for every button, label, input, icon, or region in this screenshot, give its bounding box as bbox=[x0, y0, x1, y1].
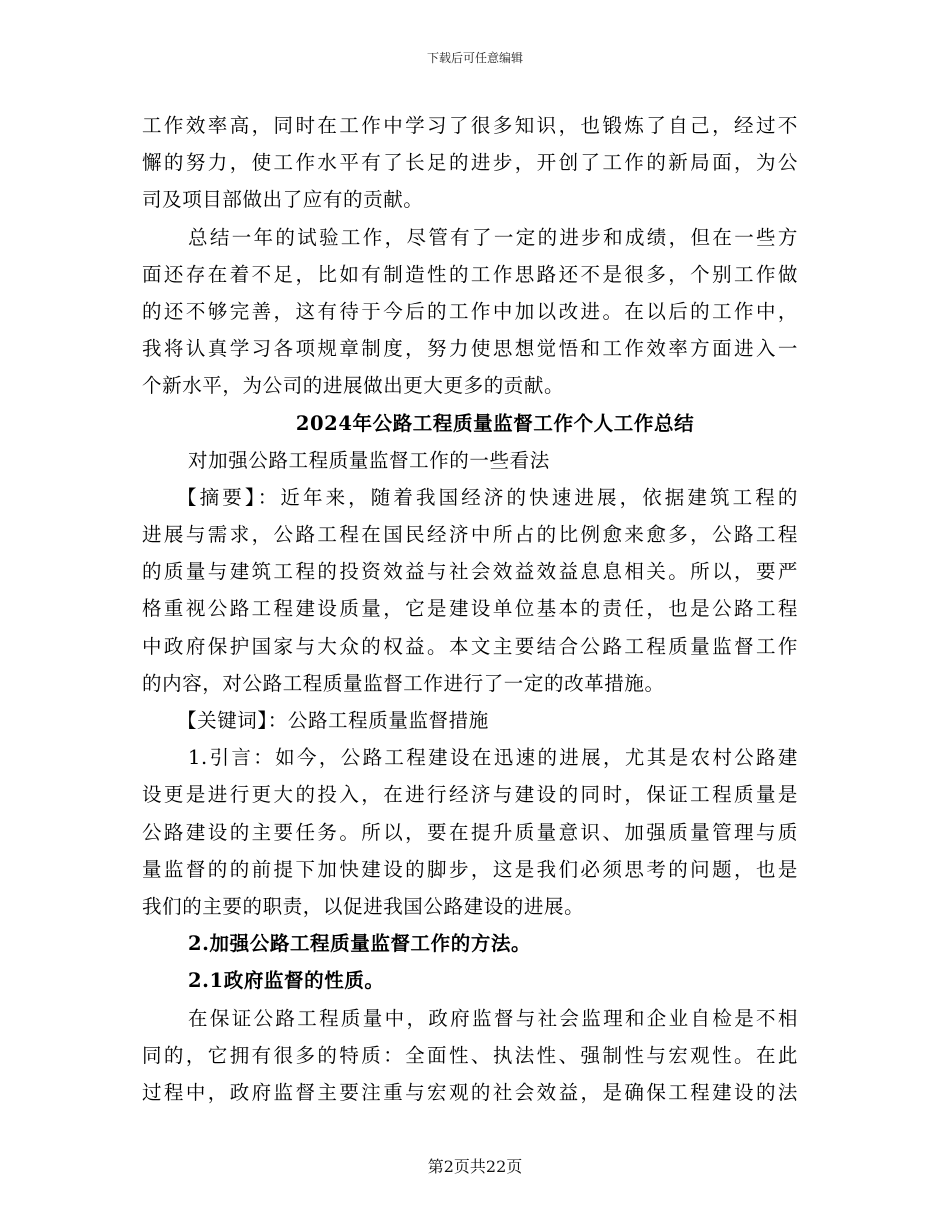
body-line: 格重视公路工程建设质量，它是建设单位基本的责任，也是公路工程 bbox=[142, 597, 798, 621]
body-line: 的质量与建筑工程的投资效益与社会效益效益息息相关。所以，要严 bbox=[142, 560, 798, 584]
keywords-line: 【关键词】：公路工程质量监督措施 bbox=[177, 709, 489, 732]
body-line: 过程中，政府监督主要注重与宏观的社会效益，是确保工程建设的法 bbox=[142, 1080, 798, 1104]
body-line: 我将认真学习各项规章制度，努力使思想觉悟和工作效率方面进入一 bbox=[142, 337, 798, 361]
body-line: 同的，它拥有很多的特质：全面性、执法性、强制性与宏观性。在此 bbox=[142, 1043, 798, 1067]
body-line: 的内容，对公路工程质量监督工作进行了一定的改革措施。 bbox=[142, 671, 665, 695]
body-line: 设更是进行更大的投入，在进行经济与建设的同时，保证工程质量是 bbox=[142, 783, 798, 807]
body-line: 面还存在着不足，比如有制造性的工作思路还不是很多，个别工作做 bbox=[142, 262, 798, 286]
abstract-line: 【摘要】：近年来，随着我国经济的快速进展，依据建筑工程的 bbox=[177, 485, 798, 509]
subsection-heading: 2.1政府监督的性质。 bbox=[188, 969, 385, 993]
body-line: 个新水平，为公司的进展做出更大更多的贡献。 bbox=[142, 374, 565, 398]
body-line: 总结一年的试验工作，尽管有了一定的进步和成绩，但在一些方 bbox=[188, 225, 798, 249]
body-line: 懈的努力，使工作水平有了长足的进步，开创了工作的新局面，为公 bbox=[142, 151, 798, 175]
body-line: 工作效率高，同时在工作中学习了很多知识，也锻炼了自己，经过不 bbox=[142, 114, 798, 137]
section-heading: 2.加强公路工程质量监督工作的方法。 bbox=[188, 932, 532, 956]
body-line: 的还不够完善，这有待于今后的工作中加以改进。在以后的工作中， bbox=[142, 299, 798, 323]
body-line: 公路建设的主要任务。所以，要在提升质量意识、加强质量管理与质 bbox=[142, 820, 798, 844]
body-line: 司及项目部做出了应有的贡献。 bbox=[142, 188, 424, 212]
page-number: 第2页共22页 bbox=[427, 1157, 523, 1176]
section-title: 2024年公路工程质量监督工作个人工作总结 bbox=[295, 411, 695, 435]
document-body bbox=[142, 107, 798, 1111]
body-line: 中政府保护国家与大众的权益。本文主要结合公路工程质量监督工作 bbox=[142, 634, 798, 658]
body-line: 我们的主要的职责，以促进我国公路建设的进展。 bbox=[142, 894, 585, 918]
intro-line: 1.引言：如今，公路工程建设在迅速的进展，尤其是农村公路建 bbox=[188, 746, 798, 770]
body-line: 量监督的的前提下加快建设的脚步，这是我们必须思考的问题，也是 bbox=[142, 857, 798, 881]
body-line: 在保证公路工程质量中，政府监督与社会监理和企业自检是不相 bbox=[188, 1006, 798, 1030]
subtitle: 对加强公路工程质量监督工作的一些看法 bbox=[188, 448, 550, 472]
body-line: 进展与需求，公路工程在国民经济中所占的比例愈来愈多，公路工程 bbox=[142, 523, 798, 547]
page-header-note: 下载后可任意编辑 bbox=[426, 51, 523, 65]
